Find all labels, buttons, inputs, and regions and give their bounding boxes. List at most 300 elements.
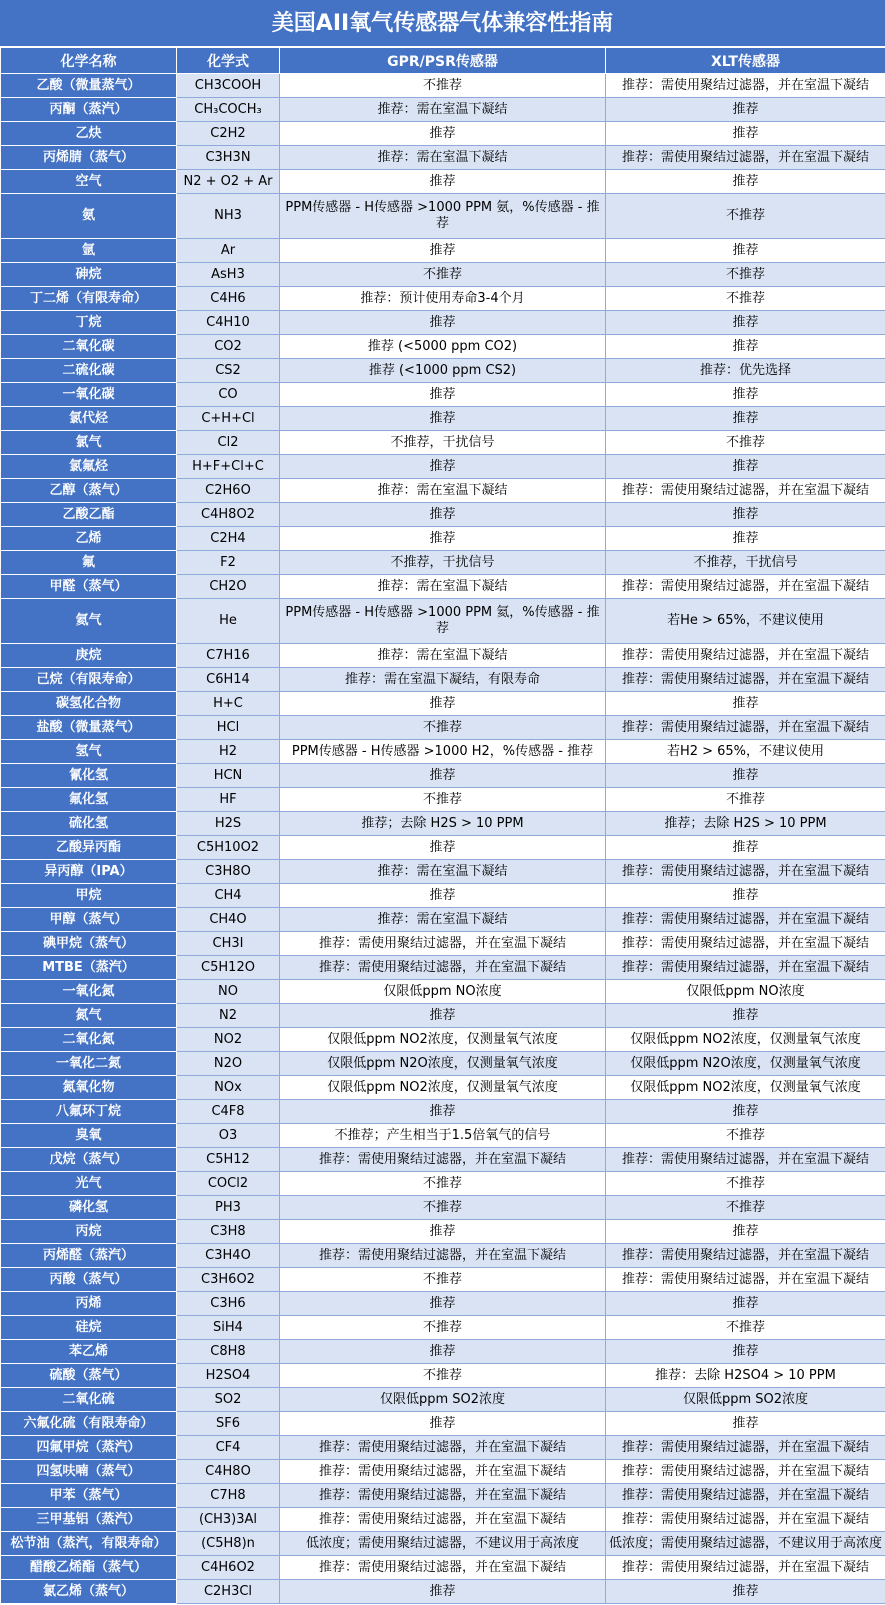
cell-chemical-name: 盐酸（微量蒸气） [1,716,177,740]
table-row [1,1268,885,1292]
cell-chemical-name: 乙酸（微量蒸气） [1,74,177,98]
cell-xlt: 推荐 [606,455,885,479]
cell-formula: C7H8 [177,1484,280,1508]
table-row [1,956,885,980]
table-row [1,575,885,599]
cell-formula: NOx [177,1076,280,1100]
table-row [1,1004,885,1028]
cell-chemical-name: 氯气 [1,431,177,455]
cell-chemical-name: 硫化氢 [1,812,177,836]
cell-chemical-name: 硫酸（蒸气） [1,1364,177,1388]
cell-gpr-psr: 推荐：需在室温下凝结，有限寿命 [280,668,606,692]
cell-chemical-name: 一氧化碳 [1,383,177,407]
cell-chemical-name: 氨 [1,194,177,239]
cell-gpr-psr: 推荐：需在室温下凝结 [280,860,606,884]
cell-chemical-name: 丙酸（蒸气） [1,1268,177,1292]
cell-formula: CH3I [177,932,280,956]
cell-xlt: 推荐：需使用聚结过滤器，并在室温下凝结 [606,146,885,170]
cell-chemical-name: 丙烯腈（蒸气） [1,146,177,170]
cell-gpr-psr: PPM传感器 - H传感器 >1000 PPM 氦，%传感器 - 推荐 [280,599,606,644]
cell-chemical-name: 八氟环丁烷 [1,1100,177,1124]
cell-chemical-name: 氰化氢 [1,764,177,788]
header-xlt: XLT传感器 [606,48,885,74]
cell-formula: C+H+Cl [177,407,280,431]
cell-xlt: 推荐：需使用聚结过滤器，并在室温下凝结 [606,860,885,884]
cell-formula: CH4O [177,908,280,932]
cell-xlt: 推荐 [606,692,885,716]
cell-chemical-name: 一氧化二氮 [1,1052,177,1076]
cell-chemical-name: 二硫化碳 [1,359,177,383]
cell-formula: C2H3Cl [177,1580,280,1604]
cell-xlt: 推荐：需使用聚结过滤器，并在室温下凝结 [606,1436,885,1460]
cell-formula: C3H8O [177,860,280,884]
cell-chemical-name: 氮气 [1,1004,177,1028]
cell-chemical-name: 氯代烃 [1,407,177,431]
cell-gpr-psr: 推荐 [280,692,606,716]
cell-gpr-psr: 不推荐 [280,1196,606,1220]
cell-formula: H2S [177,812,280,836]
cell-formula: C3H4O [177,1244,280,1268]
table-row [1,455,885,479]
page-title: 美国AII氧气传感器气体兼容性指南 [0,0,885,47]
cell-gpr-psr: 不推荐 [280,1364,606,1388]
cell-gpr-psr: 推荐 [280,527,606,551]
cell-formula: C2H2 [177,122,280,146]
table-row [1,194,885,239]
cell-gpr-psr: 推荐：需在室温下凝结 [280,575,606,599]
cell-xlt: 不推荐 [606,1316,885,1340]
cell-chemical-name: 六氟化硫（有限寿命） [1,1412,177,1436]
cell-gpr-psr: 推荐：需在室温下凝结 [280,98,606,122]
cell-gpr-psr: PPM传感器 - H传感器 >1000 PPM 氨，%传感器 - 推荐 [280,194,606,239]
cell-chemical-name: 丁烷 [1,311,177,335]
cell-xlt: 不推荐，干扰信号 [606,551,885,575]
table-row [1,479,885,503]
cell-chemical-name: 硅烷 [1,1316,177,1340]
table-row [1,1028,885,1052]
cell-gpr-psr: 推荐 [280,1340,606,1364]
cell-chemical-name: 二氧化氮 [1,1028,177,1052]
table-row [1,884,885,908]
cell-formula: C4H10 [177,311,280,335]
table-row [1,431,885,455]
cell-formula: SF6 [177,1412,280,1436]
cell-xlt: 推荐：优先选择 [606,359,885,383]
cell-chemical-name: 光气 [1,1172,177,1196]
cell-formula: F2 [177,551,280,575]
cell-formula: C4F8 [177,1100,280,1124]
cell-gpr-psr: 推荐 [280,1004,606,1028]
cell-formula: H+C [177,692,280,716]
cell-gpr-psr: 推荐：需使用聚结过滤器，并在室温下凝结 [280,956,606,980]
cell-xlt: 推荐：需使用聚结过滤器，并在室温下凝结 [606,74,885,98]
cell-gpr-psr: 推荐：需使用聚结过滤器，并在室温下凝结 [280,932,606,956]
cell-xlt: 推荐 [606,311,885,335]
table-row [1,1172,885,1196]
cell-formula: C3H6O2 [177,1268,280,1292]
cell-chemical-name: 臭氧 [1,1124,177,1148]
cell-formula: CH3COOH [177,74,280,98]
cell-chemical-name: 异丙醇（IPA） [1,860,177,884]
cell-gpr-psr: 不推荐 [280,263,606,287]
cell-xlt: 推荐：需使用聚结过滤器，并在室温下凝结 [606,575,885,599]
cell-gpr-psr: 推荐：需使用聚结过滤器，并在室温下凝结 [280,1460,606,1484]
cell-chemical-name: MTBE（蒸汽） [1,956,177,980]
cell-gpr-psr: 推荐 [280,836,606,860]
cell-formula: (C5H8)n [177,1532,280,1556]
cell-formula: HF [177,788,280,812]
cell-xlt: 推荐 [606,1580,885,1604]
cell-gpr-psr: 不推荐 [280,1268,606,1292]
cell-xlt: 推荐 [606,383,885,407]
cell-gpr-psr: 推荐：预计使用寿命3-4个月 [280,287,606,311]
cell-formula: C7H16 [177,644,280,668]
table-row [1,1580,885,1604]
table-row [1,287,885,311]
cell-formula: CH2O [177,575,280,599]
cell-xlt: 仅限低ppm NO2浓度，仅测量氧气浓度 [606,1028,885,1052]
cell-chemical-name: 氢气 [1,740,177,764]
cell-chemical-name: 一氧化氮 [1,980,177,1004]
cell-xlt: 推荐 [606,764,885,788]
cell-xlt: 仅限低ppm NO2浓度，仅测量氧气浓度 [606,1076,885,1100]
header-row [1,48,885,74]
cell-chemical-name: 甲醛（蒸气） [1,575,177,599]
cell-gpr-psr: 推荐 [280,764,606,788]
cell-gpr-psr: 推荐 [280,503,606,527]
cell-formula: NO2 [177,1028,280,1052]
table-row [1,599,885,644]
cell-xlt: 仅限低ppm SO2浓度 [606,1388,885,1412]
cell-formula: COCl2 [177,1172,280,1196]
cell-xlt: 推荐：需使用聚结过滤器，并在室温下凝结 [606,1484,885,1508]
table-row [1,716,885,740]
cell-chemical-name: 氟化氢 [1,788,177,812]
cell-formula: N2O [177,1052,280,1076]
cell-chemical-name: 苯乙烯 [1,1340,177,1364]
table-row [1,1484,885,1508]
cell-formula: CO [177,383,280,407]
cell-chemical-name: 乙烯 [1,527,177,551]
cell-formula: HCl [177,716,280,740]
cell-chemical-name: 甲烷 [1,884,177,908]
table-row [1,263,885,287]
header-chemical-name: 化学名称 [1,48,177,74]
cell-formula: C4H8O2 [177,503,280,527]
cell-chemical-name: 己烷（有限寿命） [1,668,177,692]
table-row [1,980,885,1004]
cell-xlt: 推荐：需使用聚结过滤器，并在室温下凝结 [606,908,885,932]
cell-formula: SO2 [177,1388,280,1412]
cell-xlt: 不推荐 [606,1196,885,1220]
cell-chemical-name: 氮氧化物 [1,1076,177,1100]
cell-xlt: 推荐 [606,527,885,551]
cell-chemical-name: 丙烯醛（蒸汽） [1,1244,177,1268]
cell-formula: C2H6O [177,479,280,503]
cell-xlt: 推荐 [606,1340,885,1364]
cell-xlt: 推荐 [606,1292,885,1316]
cell-xlt: 推荐 [606,122,885,146]
cell-gpr-psr: 推荐：需在室温下凝结 [280,644,606,668]
cell-gpr-psr: 推荐：需使用聚结过滤器，并在室温下凝结 [280,1508,606,1532]
cell-xlt: 仅限低ppm N2O浓度，仅测量氧气浓度 [606,1052,885,1076]
table-row [1,1316,885,1340]
table-row [1,74,885,98]
cell-chemical-name: 乙酸乙酯 [1,503,177,527]
cell-xlt: 不推荐 [606,287,885,311]
cell-formula: CS2 [177,359,280,383]
table-row [1,908,885,932]
cell-xlt: 若He > 65%，不建议使用 [606,599,885,644]
table-row [1,1076,885,1100]
cell-formula: O3 [177,1124,280,1148]
table-row [1,1340,885,1364]
table-row [1,551,885,575]
cell-chemical-name: 丙烷 [1,1220,177,1244]
cell-xlt: 推荐 [606,170,885,194]
table-row [1,1100,885,1124]
table-row [1,122,885,146]
cell-formula: Cl2 [177,431,280,455]
cell-xlt: 推荐 [606,407,885,431]
table-row [1,527,885,551]
cell-xlt: 推荐：需使用聚结过滤器，并在室温下凝结 [606,1268,885,1292]
table-row [1,1508,885,1532]
table-row [1,788,885,812]
cell-gpr-psr: 仅限低ppm NO浓度 [280,980,606,1004]
table-row [1,836,885,860]
cell-gpr-psr: 不推荐；产生相当于1.5倍氧气的信号 [280,1124,606,1148]
cell-formula: CF4 [177,1436,280,1460]
cell-chemical-name: 丁二烯（有限寿命） [1,287,177,311]
cell-xlt: 推荐 [606,884,885,908]
cell-chemical-name: 乙醇（蒸气） [1,479,177,503]
cell-gpr-psr: 推荐 [280,239,606,263]
cell-gpr-psr: 推荐 [280,122,606,146]
cell-xlt: 推荐 [606,503,885,527]
table-row [1,98,885,122]
cell-formula: C3H6 [177,1292,280,1316]
cell-formula: H2SO4 [177,1364,280,1388]
table-row [1,1052,885,1076]
table-row [1,1196,885,1220]
cell-gpr-psr: 推荐：需在室温下凝结 [280,146,606,170]
cell-xlt: 推荐：需使用聚结过滤器，并在室温下凝结 [606,956,885,980]
cell-xlt: 推荐：需使用聚结过滤器，并在室温下凝结 [606,479,885,503]
cell-gpr-psr: 推荐：需使用聚结过滤器，并在室温下凝结 [280,1484,606,1508]
cell-xlt: 仅限低ppm NO浓度 [606,980,885,1004]
cell-gpr-psr: 不推荐 [280,74,606,98]
cell-formula: C4H8O [177,1460,280,1484]
cell-gpr-psr: 推荐 [280,311,606,335]
cell-gpr-psr: 仅限低ppm NO2浓度，仅测量氧气浓度 [280,1076,606,1100]
cell-xlt: 不推荐 [606,788,885,812]
header-formula: 化学式 [177,48,280,74]
cell-gpr-psr: 推荐 (<5000 ppm CO2) [280,335,606,359]
table-body [1,74,885,1604]
cell-xlt: 推荐 [606,1220,885,1244]
cell-xlt: 推荐 [606,98,885,122]
cell-gpr-psr: 推荐：需使用聚结过滤器，并在室温下凝结 [280,1148,606,1172]
cell-xlt: 若H2 > 65%，不建议使用 [606,740,885,764]
cell-gpr-psr: 推荐 [280,884,606,908]
cell-chemical-name: 空气 [1,170,177,194]
cell-xlt: 推荐：需使用聚结过滤器，并在室温下凝结 [606,1508,885,1532]
cell-formula: Ar [177,239,280,263]
cell-formula: NO [177,980,280,1004]
cell-gpr-psr: 仅限低ppm N2O浓度，仅测量氧气浓度 [280,1052,606,1076]
cell-xlt: 推荐 [606,836,885,860]
cell-chemical-name: 氩 [1,239,177,263]
cell-chemical-name: 松节油（蒸汽，有限寿命） [1,1532,177,1556]
cell-gpr-psr: 推荐 [280,1412,606,1436]
table-row [1,860,885,884]
cell-gpr-psr: 仅限低ppm NO2浓度，仅测量氧气浓度 [280,1028,606,1052]
cell-chemical-name: 乙炔 [1,122,177,146]
cell-formula: CH₃COCH₃ [177,98,280,122]
cell-chemical-name: 氦气 [1,599,177,644]
table-row [1,932,885,956]
cell-gpr-psr: 推荐 [280,407,606,431]
cell-formula: (CH3)3Al [177,1508,280,1532]
cell-chemical-name: 碘甲烷（蒸气） [1,932,177,956]
cell-chemical-name: 戊烷（蒸气） [1,1148,177,1172]
cell-formula: C2H4 [177,527,280,551]
cell-formula: HCN [177,764,280,788]
cell-xlt: 不推荐 [606,194,885,239]
cell-gpr-psr: 不推荐 [280,1316,606,1340]
cell-formula: C3H8 [177,1220,280,1244]
cell-gpr-psr: 推荐 [280,383,606,407]
table-row [1,503,885,527]
table-row [1,335,885,359]
table-row [1,1124,885,1148]
cell-chemical-name: 碳氢化合物 [1,692,177,716]
table-row [1,644,885,668]
table-row [1,668,885,692]
cell-chemical-name: 庚烷 [1,644,177,668]
cell-xlt: 推荐 [606,1004,885,1028]
table-row [1,1220,885,1244]
table-row [1,170,885,194]
table-row [1,1436,885,1460]
cell-gpr-psr: 不推荐 [280,716,606,740]
header-gpr-psr: GPR/PSR传感器 [280,48,606,74]
cell-gpr-psr: 推荐：需在室温下凝结 [280,908,606,932]
table-row [1,407,885,431]
cell-chemical-name: 二氧化碳 [1,335,177,359]
table-row [1,1364,885,1388]
cell-gpr-psr: 推荐：需在室温下凝结 [280,479,606,503]
cell-chemical-name: 二氧化硫 [1,1388,177,1412]
cell-chemical-name: 丙烯 [1,1292,177,1316]
cell-xlt: 不推荐 [606,1124,885,1148]
cell-xlt: 推荐：需使用聚结过滤器，并在室温下凝结 [606,1244,885,1268]
cell-chemical-name: 砷烷 [1,263,177,287]
table-row [1,740,885,764]
cell-gpr-psr: 低浓度；需使用聚结过滤器，不建议用于高浓度 [280,1532,606,1556]
cell-xlt: 推荐：需使用聚结过滤器，并在室温下凝结 [606,1460,885,1484]
cell-chemical-name: 氯氟烃 [1,455,177,479]
cell-formula: CH4 [177,884,280,908]
cell-chemical-name: 氟 [1,551,177,575]
table-row [1,311,885,335]
table-row [1,692,885,716]
cell-formula: C4H6O2 [177,1556,280,1580]
cell-xlt: 推荐 [606,1412,885,1436]
cell-xlt: 推荐 [606,335,885,359]
table-row [1,146,885,170]
cell-xlt: 不推荐 [606,431,885,455]
cell-xlt: 推荐：需使用聚结过滤器，并在室温下凝结 [606,644,885,668]
cell-formula: C5H10O2 [177,836,280,860]
cell-chemical-name: 甲醇（蒸气） [1,908,177,932]
table-row [1,1532,885,1556]
cell-xlt: 推荐：需使用聚结过滤器，并在室温下凝结 [606,1148,885,1172]
cell-gpr-psr: 推荐 (<1000 ppm CS2) [280,359,606,383]
table-row [1,239,885,263]
cell-formula: N2 + O2 + Ar [177,170,280,194]
cell-formula: AsH3 [177,263,280,287]
cell-xlt: 不推荐 [606,1172,885,1196]
cell-gpr-psr: 不推荐，干扰信号 [280,431,606,455]
cell-gpr-psr: 不推荐，干扰信号 [280,551,606,575]
cell-formula: H2 [177,740,280,764]
cell-xlt: 低浓度；需使用聚结过滤器，不建议用于高浓度 [606,1532,885,1556]
table-row [1,764,885,788]
cell-chemical-name: 四氢呋喃（蒸气） [1,1460,177,1484]
cell-chemical-name: 磷化氢 [1,1196,177,1220]
cell-formula: C4H6 [177,287,280,311]
cell-gpr-psr: 推荐 [280,1580,606,1604]
table-row [1,1388,885,1412]
cell-gpr-psr: 推荐 [280,455,606,479]
cell-chemical-name: 氯乙烯（蒸气） [1,1580,177,1604]
cell-xlt: 推荐：需使用聚结过滤器，并在室温下凝结 [606,1556,885,1580]
cell-formula: N2 [177,1004,280,1028]
table-row [1,1412,885,1436]
cell-xlt: 推荐；去除 H2S > 10 PPM [606,812,885,836]
cell-formula: CO2 [177,335,280,359]
cell-xlt: 不推荐 [606,263,885,287]
table-row [1,359,885,383]
cell-chemical-name: 醋酸乙烯酯（蒸气） [1,1556,177,1580]
cell-formula: C5H12 [177,1148,280,1172]
cell-formula: NH3 [177,194,280,239]
cell-formula: C3H3N [177,146,280,170]
table-row [1,812,885,836]
cell-xlt: 推荐 [606,1100,885,1124]
cell-xlt: 推荐：需使用聚结过滤器，并在室温下凝结 [606,716,885,740]
table-row [1,1460,885,1484]
cell-formula: C6H14 [177,668,280,692]
cell-formula: PH3 [177,1196,280,1220]
cell-gpr-psr: PPM传感器 - H传感器 >1000 H2，%传感器 - 推荐 [280,740,606,764]
cell-gpr-psr: 推荐 [280,1100,606,1124]
cell-gpr-psr: 推荐：需使用聚结过滤器，并在室温下凝结 [280,1436,606,1460]
cell-chemical-name: 甲苯（蒸气） [1,1484,177,1508]
table-row [1,1556,885,1580]
table-row [1,1244,885,1268]
table-row [1,383,885,407]
cell-formula: C8H8 [177,1340,280,1364]
cell-gpr-psr: 推荐：需使用聚结过滤器，并在室温下凝结 [280,1556,606,1580]
compatibility-table [0,47,885,1604]
cell-chemical-name: 三甲基铝（蒸汽） [1,1508,177,1532]
cell-gpr-psr: 推荐 [280,170,606,194]
cell-gpr-psr: 推荐；去除 H2S > 10 PPM [280,812,606,836]
cell-xlt: 推荐：去除 H2SO4 > 10 PPM [606,1364,885,1388]
